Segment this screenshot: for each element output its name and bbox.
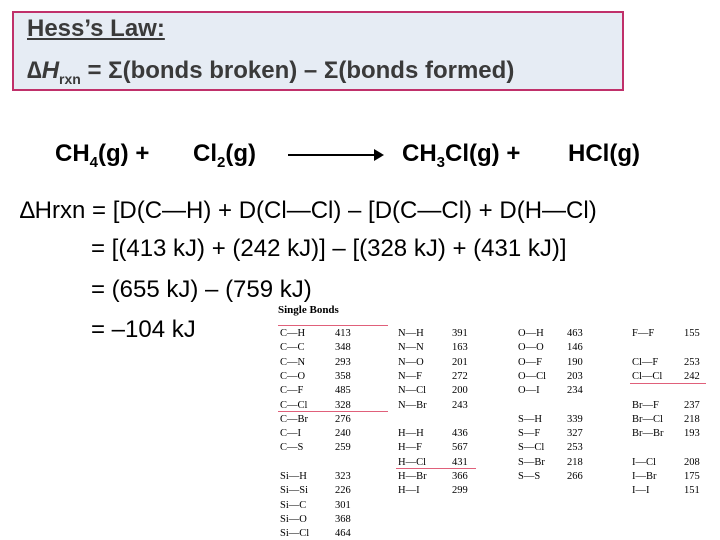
bond-energy: 218 — [684, 413, 700, 425]
term-sub: 3 — [436, 153, 446, 171]
bond-label: C—Br — [280, 413, 309, 425]
title-heading: Hess’s Law: — [27, 15, 165, 42]
bond-label: C—F — [280, 385, 304, 397]
term-text: CH — [55, 140, 90, 167]
bond-energy: 431 — [452, 456, 468, 468]
bond-energy: 368 — [335, 513, 351, 525]
term-sub: 4 — [89, 153, 99, 171]
bond-label: N—F — [398, 370, 422, 382]
bond-label: C—C — [280, 342, 305, 354]
bond-label: C—N — [280, 356, 306, 368]
bond-energy: 485 — [335, 385, 351, 397]
bond-energy: 242 — [684, 370, 700, 382]
bond-label: O—H — [518, 328, 544, 339]
formula-delta: ∆ — [27, 57, 42, 84]
bond-energy: 243 — [452, 399, 468, 411]
bond-energy: 193 — [684, 428, 700, 440]
bond-energy: 358 — [335, 370, 351, 382]
bond-label: Br—Cl — [632, 413, 663, 425]
bond-energy: 436 — [452, 428, 468, 440]
term-text: Cl — [193, 140, 217, 167]
calc-line-2: = [(413 kJ) + (242 kJ)] – [(328 kJ) + (431 kJ)] — [91, 235, 567, 262]
formula-rest: = Σ(bonds broken) – Σ(bonds formed) — [80, 57, 515, 84]
bond-energy: 259 — [335, 442, 351, 454]
bond-energy: 155 — [684, 328, 700, 339]
bond-label: H—F — [398, 442, 422, 454]
bond-energy: 391 — [452, 328, 468, 339]
bond-label: Si—C — [280, 499, 307, 511]
reactant-ch4 — [55, 140, 149, 171]
bond-label: S—F — [518, 428, 541, 440]
bond-energy: 226 — [335, 485, 351, 497]
bond-energy: 567 — [452, 442, 468, 454]
bond-label: N—N — [398, 342, 424, 354]
bond-label: Br—Br — [632, 428, 664, 440]
bond-label: Cl—F — [632, 356, 659, 368]
bond-energy: 348 — [335, 342, 351, 354]
bond-energy: 464 — [335, 528, 351, 540]
bond-energy: 240 — [335, 428, 351, 440]
bond-energy: 293 — [335, 356, 351, 368]
highlight-rule — [396, 468, 476, 469]
calc-line-1: ∆Hrxn = [D(C—H) + D(Cl—Cl) – [D(C—Cl) + D(H—Cl) — [20, 197, 597, 224]
bond-energy: 146 — [567, 342, 583, 354]
highlight-rule — [278, 325, 388, 326]
highlight-rule — [630, 383, 706, 384]
bond-table-title: Single Bonds — [278, 304, 339, 316]
bond-label: Si—Si — [280, 485, 309, 497]
term-text: Cl(g) + — [445, 140, 521, 167]
term-text: (g) — [225, 140, 256, 167]
bond-label: Br—F — [632, 399, 659, 411]
bond-energy: 218 — [567, 456, 583, 468]
bond-label: C—O — [280, 370, 306, 382]
bond-energy: 299 — [452, 485, 468, 497]
bond-label: I—Br — [632, 471, 657, 482]
bond-label: S—Cl — [518, 442, 545, 454]
bond-energy: 253 — [567, 442, 583, 454]
bond-label: O—F — [518, 356, 542, 368]
bond-label: N—Br — [398, 399, 427, 411]
bond-label: S—Br — [518, 456, 545, 468]
highlight-rule — [278, 411, 388, 412]
bond-energy: 200 — [452, 385, 468, 397]
bond-label: N—H — [398, 328, 424, 339]
product-ch3cl — [402, 140, 520, 171]
bond-energy: 163 — [452, 342, 468, 354]
bond-energy: 339 — [567, 413, 583, 425]
bond-energy: 276 — [335, 413, 351, 425]
bond-label: C—S — [280, 442, 304, 454]
bond-energy: 151 — [684, 485, 700, 497]
bond-energy: 201 — [452, 356, 468, 368]
reactant-cl2 — [193, 140, 256, 171]
bond-energy: 327 — [567, 428, 583, 440]
title-formula — [27, 57, 514, 87]
bond-label: O—Cl — [518, 370, 547, 382]
product-hcl: HCl(g) — [568, 140, 640, 167]
bond-label: Cl—Cl — [632, 370, 663, 382]
bond-label: C—H — [280, 328, 306, 339]
formula-h: H — [41, 57, 60, 84]
term-text: CH — [402, 140, 437, 167]
term-text: (g) + — [98, 140, 150, 167]
bond-label: N—O — [398, 356, 424, 368]
bond-label: Si—O — [280, 513, 307, 525]
calc-line-3: = (655 kJ) – (759 kJ) — [91, 276, 312, 303]
bond-energy: 190 — [567, 356, 583, 368]
bond-energy: 253 — [684, 356, 700, 368]
bond-energy: 328 — [335, 399, 351, 411]
bond-label: I—I — [632, 485, 650, 497]
formula-sub: rxn — [59, 70, 81, 87]
bond-label: C—I — [280, 428, 301, 440]
bond-energy: 463 — [567, 328, 583, 339]
bond-energy: 301 — [335, 499, 351, 511]
bond-energy: 366 — [452, 471, 468, 482]
bond-energy: 413 — [335, 328, 351, 339]
bond-energy: 208 — [684, 456, 700, 468]
bond-label: O—I — [518, 385, 540, 397]
term-sub: 2 — [217, 153, 226, 171]
bond-label: H—I — [398, 485, 420, 497]
bond-energy: 237 — [684, 399, 700, 411]
bond-label: H—H — [398, 428, 424, 440]
bond-label: O—O — [518, 342, 544, 354]
bond-label: F—F — [632, 328, 655, 339]
bond-label: I—Cl — [632, 456, 656, 468]
bond-label: Si—Cl — [280, 528, 310, 540]
bond-label: H—Cl — [398, 456, 427, 468]
bond-energy: 266 — [567, 471, 583, 482]
bond-energy: 234 — [567, 385, 583, 397]
bond-label: H—Br — [398, 471, 427, 482]
calc-line-4: = –104 kJ — [91, 316, 196, 343]
bond-label: N—Cl — [398, 385, 427, 397]
bond-energy: 323 — [335, 471, 351, 482]
bond-label: C—Cl — [280, 399, 308, 411]
bond-energy: 272 — [452, 370, 468, 382]
bond-energy: 175 — [684, 471, 700, 482]
reaction-arrow-icon — [288, 154, 382, 156]
bond-label: S—H — [518, 413, 542, 425]
bond-label: Si—H — [280, 471, 307, 482]
hess-law-title-box — [12, 11, 624, 91]
bond-energy: 203 — [567, 370, 583, 382]
bond-label: S—S — [518, 471, 541, 482]
